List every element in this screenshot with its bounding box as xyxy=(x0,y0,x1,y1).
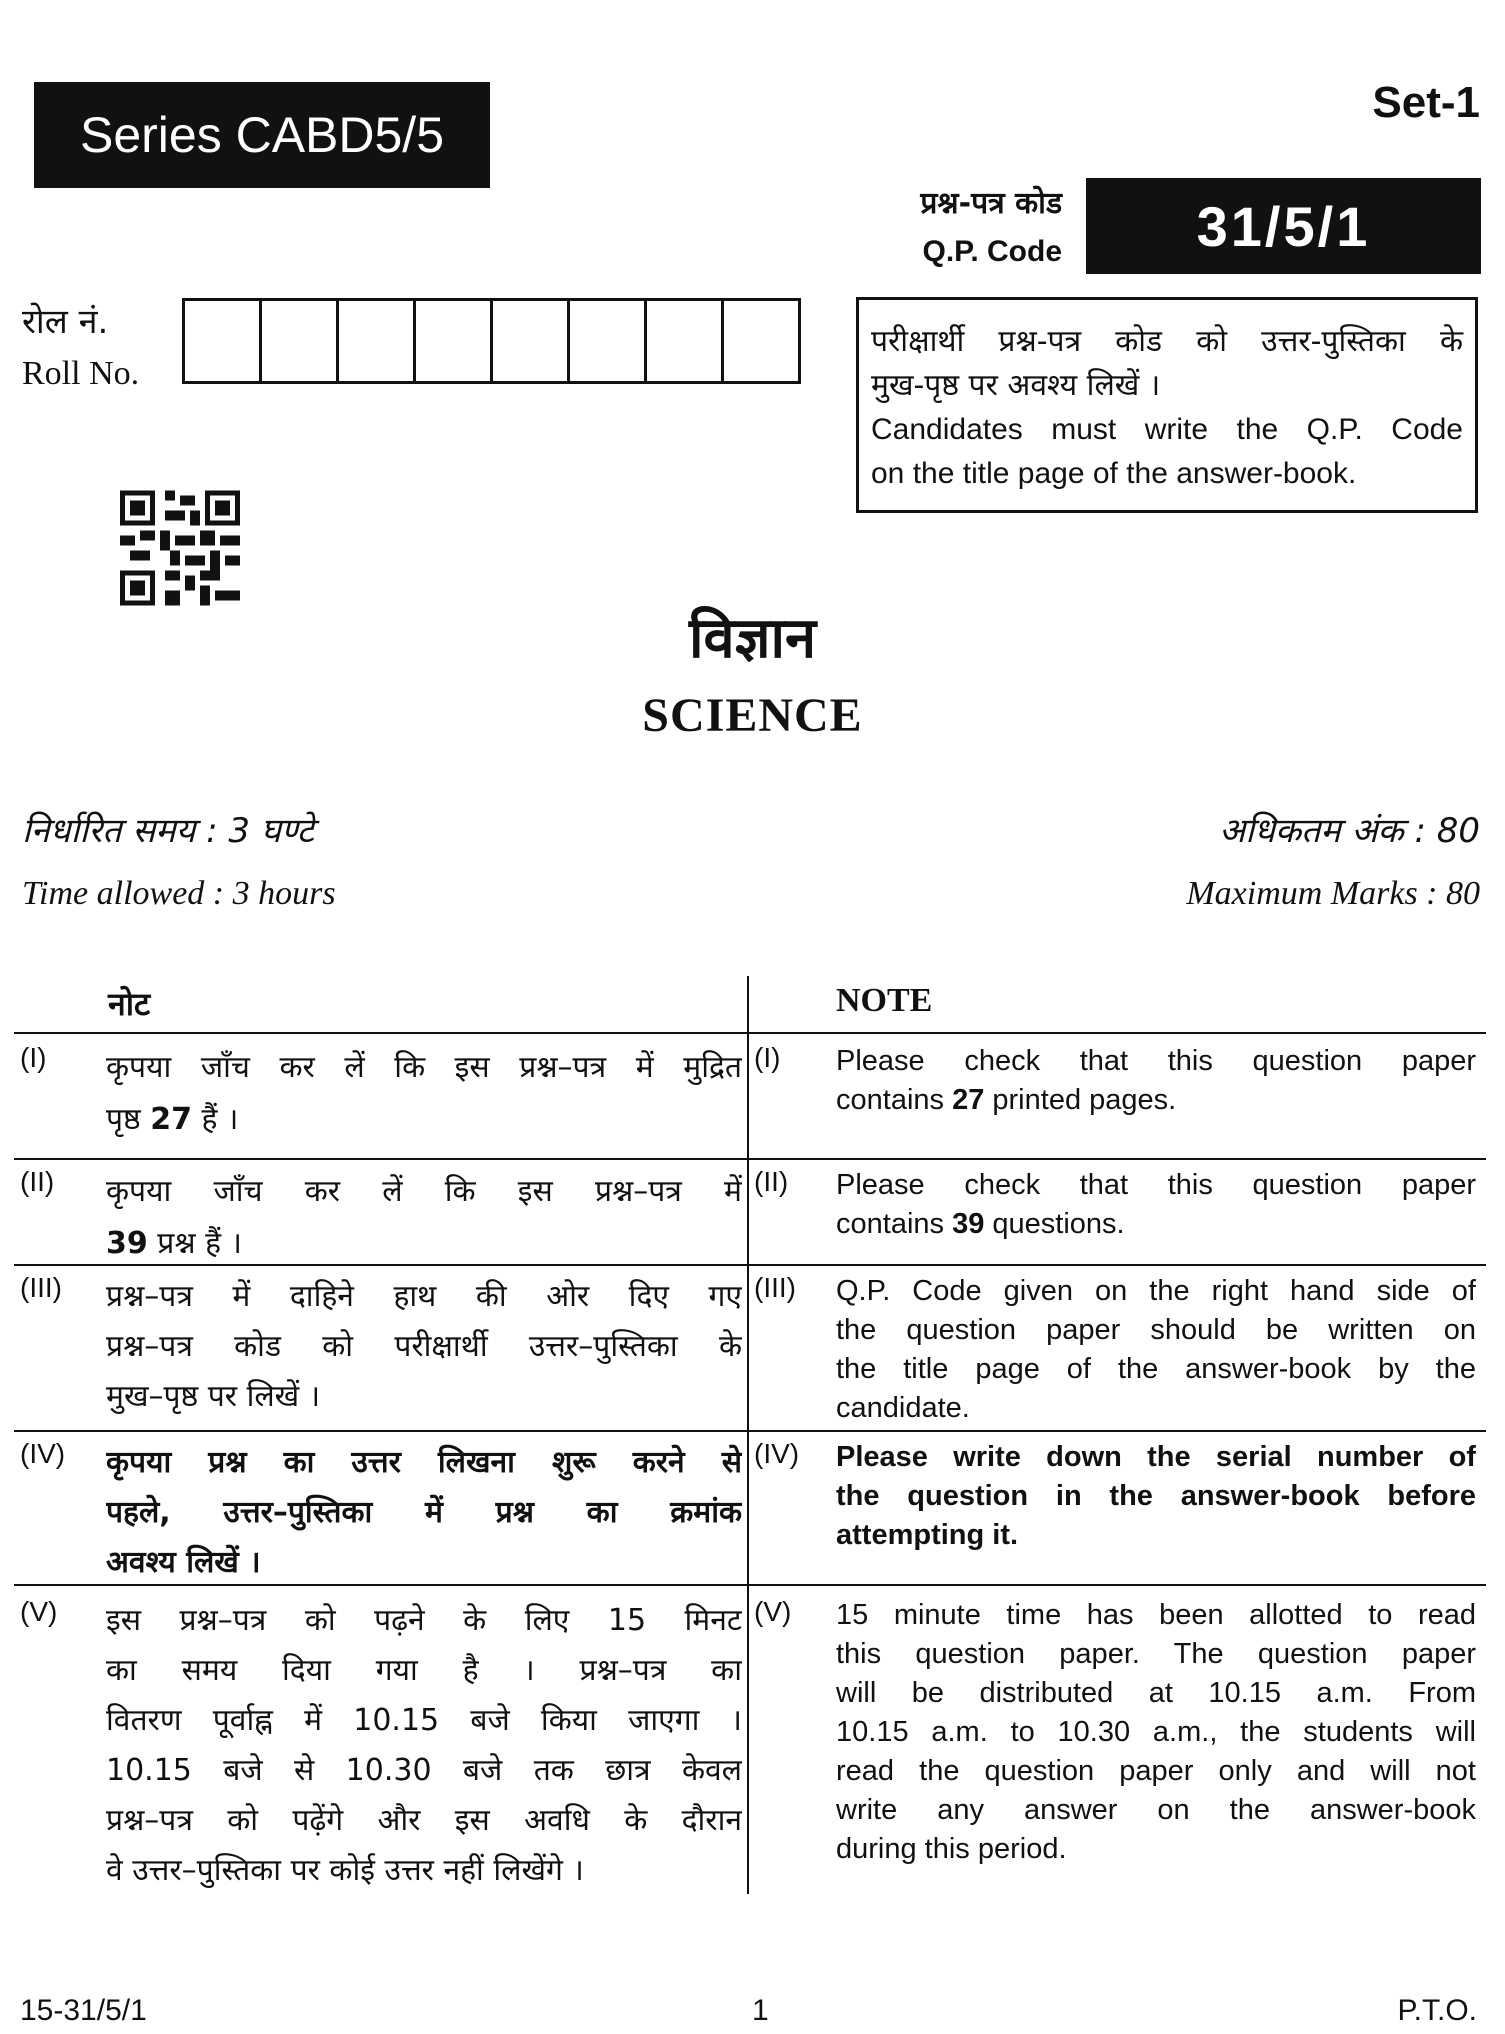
series-badge xyxy=(34,82,490,188)
note-text-hi xyxy=(106,1272,742,1422)
note-number: (I) xyxy=(20,1042,47,1073)
column-divider xyxy=(747,976,749,1894)
note-line: the question paper should be written on xyxy=(836,1314,1476,1346)
note-number: (V) xyxy=(20,1596,58,1627)
footer-paper-code: 15-31/5/1 xyxy=(20,1994,147,2027)
note-number: (I) xyxy=(754,1042,781,1073)
qp-code-value: 31/5/1 xyxy=(1196,194,1371,258)
note-line: contains 27 printed pages. xyxy=(836,1084,1177,1116)
note-line: 15 minute time has been allotted to read xyxy=(836,1599,1476,1631)
roll-digit-box[interactable] xyxy=(339,301,416,381)
table-divider xyxy=(14,1430,1486,1432)
qp-code-label-hi: प्रश्न-पत्र कोड xyxy=(920,186,1062,221)
note-line: this question paper. The question paper xyxy=(836,1638,1476,1670)
note-text-hi xyxy=(106,1042,742,1146)
instruction-en-line: Candidates must write the Q.P. Code xyxy=(871,413,1463,446)
note-number: (IV) xyxy=(754,1438,800,1469)
note-line: कृपया जाँच कर लें कि इस प्रश्न–पत्र में मुद्रित xyxy=(106,1050,742,1085)
note-line: इस प्रश्न–पत्र को पढ़ने के लिए 15 मिनट xyxy=(106,1603,742,1638)
note-text-hi xyxy=(106,1438,742,1588)
table-divider xyxy=(14,1032,1486,1034)
note-line: प्रश्न–पत्र को पढ़ेंगे और इस अवधि के दौरान xyxy=(106,1803,742,1838)
maximum-marks-en: Maximum Marks : 80 xyxy=(1186,875,1480,912)
qp-code-box xyxy=(1086,178,1481,274)
note-line: Q.P. Code given on the right hand side of xyxy=(836,1275,1476,1307)
roll-digit-box[interactable] xyxy=(724,301,798,381)
roll-label-hi: रोल नं. xyxy=(22,302,109,342)
maximum-marks-hi: अधिकतम अंक : 80 xyxy=(1219,811,1480,851)
roll-digit-box[interactable] xyxy=(416,301,493,381)
note-text-hi xyxy=(106,1596,742,1896)
instruction-hi-line: परीक्षार्थी प्रश्न-पत्र कोड को उत्तर-पुस्तिका के xyxy=(871,324,1463,359)
subject-title-english: SCIENCE xyxy=(642,689,863,742)
instruction-hi-line: मुख-पृष्ठ पर अवश्य लिखें । xyxy=(871,368,1161,403)
qr-code-icon xyxy=(120,490,240,606)
note-line: वितरण पूर्वाह्न में 10.15 बजे किया जाएगा । xyxy=(106,1703,742,1738)
footer-page-number: 1 xyxy=(752,1994,769,2027)
roll-number-boxes xyxy=(182,298,801,384)
note-line: during this period. xyxy=(836,1833,1067,1865)
instruction-en-line: on the title page of the answer-book. xyxy=(871,457,1357,490)
note-number: (V) xyxy=(754,1596,792,1627)
note-line: contains 39 questions. xyxy=(836,1208,1125,1240)
roll-digit-box[interactable] xyxy=(262,301,339,381)
note-line: मुख–पृष्ठ पर लिखें । xyxy=(106,1379,321,1414)
series-text: Series CABD5/5 xyxy=(79,107,445,163)
note-line: 10.15 बजे से 10.30 बजे तक छात्र केवल xyxy=(106,1753,742,1788)
footer-pto: P.T.O. xyxy=(1397,1994,1477,2027)
note-number: (IV) xyxy=(20,1438,66,1469)
note-text-en xyxy=(836,1042,1476,1120)
note-text-en xyxy=(836,1596,1476,1869)
note-number: (III) xyxy=(20,1272,62,1303)
note-line: Please check that this question paper xyxy=(836,1045,1476,1077)
note-line: प्रश्न–पत्र कोड को परीक्षार्थी उत्तर–पुस्तिका के xyxy=(106,1329,742,1364)
qp-code-label-en: Q.P. Code xyxy=(922,235,1062,268)
note-line: वे उत्तर–पुस्तिका पर कोई उत्तर नहीं लिखेंगे । xyxy=(106,1853,584,1888)
subject-title-hindi: विज्ञान xyxy=(688,606,817,671)
roll-digit-box[interactable] xyxy=(185,301,262,381)
note-line: attempting it. xyxy=(836,1519,1019,1551)
note-line: candidate. xyxy=(836,1392,970,1424)
table-divider xyxy=(14,1158,1486,1160)
note-number: (III) xyxy=(754,1272,796,1303)
roll-digit-box[interactable] xyxy=(570,301,647,381)
qp-code-label xyxy=(860,180,1062,276)
note-line: the question in the answer-book before xyxy=(836,1480,1476,1512)
note-number: (II) xyxy=(20,1166,55,1197)
note-text-en xyxy=(836,1166,1476,1244)
note-line: will be distributed at 10.15 a.m. From xyxy=(836,1677,1476,1709)
note-line: 10.15 a.m. to 10.30 a.m., the students will xyxy=(836,1716,1476,1748)
note-text-en xyxy=(836,1272,1476,1428)
note-line: write any answer on the answer-book xyxy=(836,1794,1476,1826)
note-text-en xyxy=(836,1438,1476,1555)
time-allowed-en: Time allowed : 3 hours xyxy=(22,875,336,912)
note-line: the title page of the answer-book by the xyxy=(836,1353,1476,1385)
note-line: Please check that this question paper xyxy=(836,1169,1476,1201)
note-text-hi xyxy=(106,1166,742,1270)
note-line: प्रश्न–पत्र में दाहिने हाथ की ओर दिए गए xyxy=(106,1279,742,1314)
note-line: कृपया प्रश्न का उत्तर लिखना शुरू करने से xyxy=(106,1445,742,1480)
note-line: पृष्ठ 27 हैं । xyxy=(106,1102,239,1137)
note-line: 39 प्रश्न हैं । xyxy=(106,1226,242,1261)
note-line: पहले, उत्तर–पुस्तिका में प्रश्न का क्रमांक xyxy=(106,1495,742,1530)
note-line: अवश्य लिखें । xyxy=(106,1545,261,1580)
note-line: Please write down the serial number of xyxy=(836,1441,1476,1473)
note-line: read the question paper only and will not xyxy=(836,1755,1476,1787)
qp-code-instruction-box xyxy=(856,297,1478,513)
note-heading-hi: नोट xyxy=(108,985,151,1023)
roll-label-en: Roll No. xyxy=(22,355,140,392)
note-heading-en: NOTE xyxy=(836,982,933,1019)
roll-digit-box[interactable] xyxy=(647,301,724,381)
roll-label xyxy=(22,296,139,400)
roll-digit-box[interactable] xyxy=(493,301,570,381)
note-line: कृपया जाँच कर लें कि इस प्रश्न–पत्र में xyxy=(106,1174,742,1209)
note-line: का समय दिया गया है । प्रश्न–पत्र का xyxy=(106,1653,742,1688)
time-allowed-hi: निर्धारित समय : 3 घण्टे xyxy=(22,811,314,851)
note-number: (II) xyxy=(754,1166,789,1197)
set-label: Set-1 xyxy=(1372,78,1480,127)
